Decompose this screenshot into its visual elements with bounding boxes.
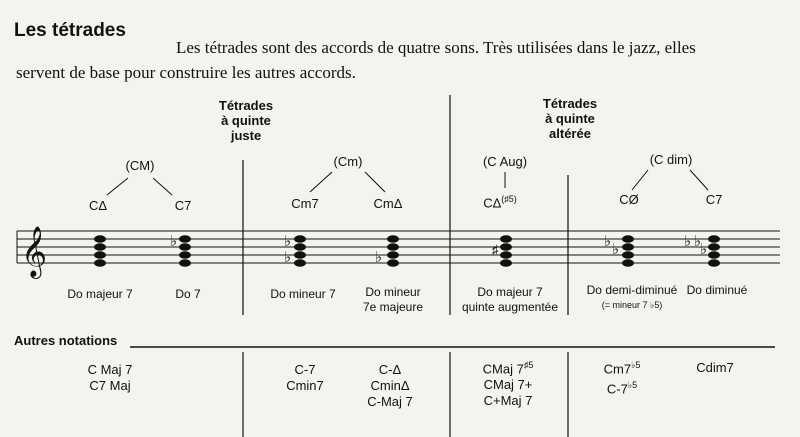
notation-item: $Cm7^{♭5}$	[603, 360, 641, 377]
notation-item: $C-7^{♭5}$	[606, 380, 638, 397]
caption-aug-line-1: Do majeur 7	[477, 285, 543, 299]
notation-item: C-Δ	[378, 362, 402, 377]
symbol-sharp5-sup: (♯5)	[501, 194, 517, 204]
family-c-dim: (C dim)	[649, 152, 693, 167]
notation-item: C-Maj 7	[367, 394, 413, 409]
notation-item: C-7	[294, 362, 316, 377]
svg-text:♭: ♭	[284, 233, 292, 250]
caption-minmaj-line-1: Do mineur	[365, 285, 421, 299]
notation-item: C7 Maj	[89, 378, 131, 393]
section-title: Les tétrades	[14, 20, 126, 41]
symbol-c-delta: CΔ	[88, 198, 108, 213]
family-cm-minor: (Cm)	[333, 154, 363, 169]
chord-c7	[170, 233, 191, 267]
connector-line	[310, 172, 332, 192]
notation-col-5	[592, 357, 652, 398]
notation-col-3	[355, 362, 425, 410]
notation-item: CMaj 7+	[483, 377, 533, 393]
chord-cm7	[284, 233, 306, 267]
symbol-c7-dim: C7	[705, 192, 723, 207]
svg-text:♭: ♭	[375, 249, 383, 266]
notation-item: C Maj 7	[87, 362, 133, 377]
notation-item: C+Maj 7	[483, 393, 533, 409]
notation-col-6	[680, 360, 750, 376]
notation-col-4	[463, 357, 553, 409]
caption-maj7: Do majeur 7	[67, 287, 133, 301]
chord-caug-maj7	[492, 235, 512, 267]
connector-line	[632, 170, 648, 190]
svg-text:♭: ♭	[612, 241, 620, 258]
chord-chalfdim	[604, 233, 634, 267]
notation-item: CminΔ	[370, 378, 410, 393]
notation-sup: ♯5	[523, 360, 534, 370]
group-heading-alteree: Tétrades à quinte altérée	[542, 96, 598, 141]
svg-text:♯: ♯	[492, 242, 499, 257]
svg-text:♭: ♭	[604, 233, 612, 250]
intro-line-2: servent de base pour construire les autres accords.	[16, 63, 356, 82]
notation-col-1	[60, 362, 160, 394]
caption-min7: Do mineur 7	[270, 287, 336, 301]
chord-cdim7	[684, 233, 720, 267]
other-notations-label: Autres notations	[14, 333, 118, 348]
notation-item: Cdim7	[696, 360, 734, 375]
caption-dom7: Do 7	[175, 287, 201, 301]
caption-dim: Do diminué	[686, 283, 748, 297]
notation-col-2	[270, 362, 340, 394]
treble-clef-icon: 𝄞	[21, 226, 48, 277]
caption-halfdim-line-1: Do demi-diminué	[586, 283, 678, 297]
symbol-cm-delta: CmΔ	[373, 196, 403, 211]
intro-line-1: Les tétrades sont des accords de quatre sons. Très utilisées dans le jazz, elles	[176, 38, 696, 57]
caption-minmaj	[343, 285, 443, 315]
notation-item: CMaj $7^{♯5}$	[482, 360, 534, 377]
notation-item: Cmin7	[286, 378, 324, 393]
caption-halfdim-line-2: (= mineur 7 ♭5)	[601, 300, 663, 310]
symbol-c7: C7	[174, 198, 192, 213]
symbol-c-halfdim: CØ	[619, 192, 639, 207]
chord-cmaj7	[94, 235, 106, 267]
chord-cmmaj7	[375, 235, 399, 267]
symbol-c-delta-aug: $C\Delta^{(♯5)}$	[483, 194, 517, 211]
svg-text:♭: ♭	[694, 233, 702, 250]
svg-text:♭: ♭	[684, 233, 692, 250]
family-cm-major: (CM)	[125, 158, 155, 173]
svg-text:♭: ♭	[284, 249, 292, 266]
caption-aug	[450, 285, 570, 315]
connector-line	[153, 178, 172, 195]
notation-sup: ♭5	[627, 380, 638, 391]
family-c-aug: (C Aug)	[482, 154, 528, 169]
group-heading-juste: Tétrades à quinte juste	[218, 98, 274, 143]
connector-line	[365, 172, 385, 192]
notation-sup: ♭5	[631, 360, 641, 370]
svg-text:♭: ♭	[700, 241, 708, 258]
svg-text:♭: ♭	[170, 233, 178, 250]
connector-line	[107, 178, 128, 195]
symbol-cm7: Cm7	[291, 196, 319, 211]
connector-line	[690, 170, 708, 190]
chord-notes	[94, 233, 720, 267]
caption-aug-line-2: quinte augmentée	[461, 300, 559, 314]
caption-minmaj-line-2: 7e majeure	[362, 300, 424, 314]
